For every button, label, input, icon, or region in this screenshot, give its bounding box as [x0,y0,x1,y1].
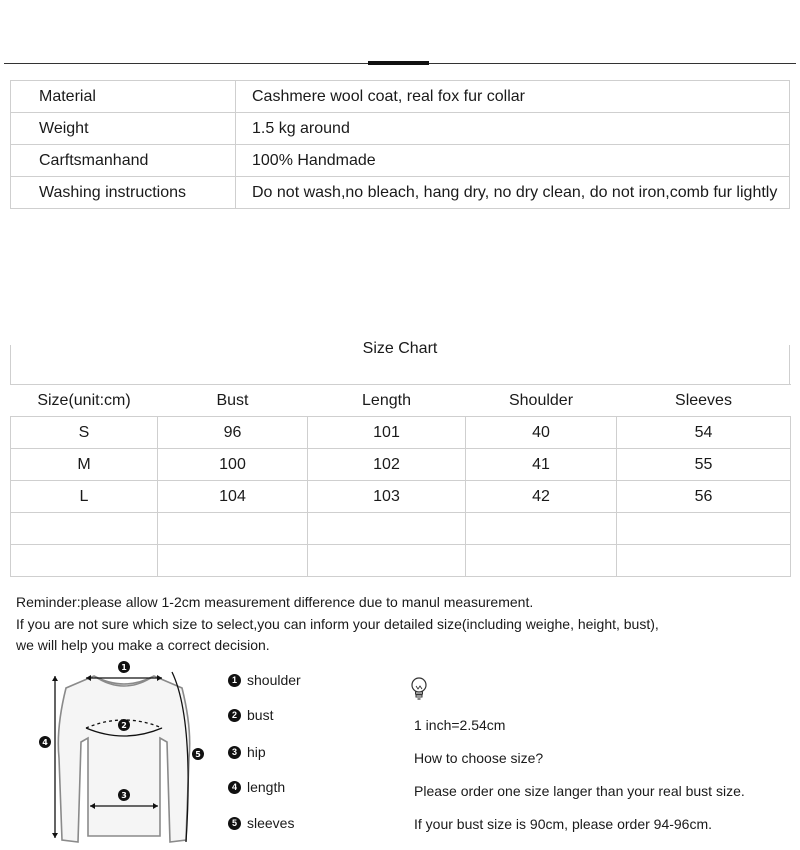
size-cell: S [11,417,158,449]
spec-row-washing [11,177,790,209]
legend-item-sleeves [228,815,294,831]
header-rule-accent [368,61,429,65]
table-row [11,449,791,481]
spec-label: Washing instructions [11,177,236,209]
size-chart-title: Size Chart [362,340,438,357]
spec-row-weight [11,113,790,145]
reminder-note [16,592,786,657]
size-chart-header-row [11,385,791,417]
size-cell: M [11,449,158,481]
spec-table [10,80,790,209]
sleeves-cell: 56 [617,481,791,513]
bust-cell: 100 [158,449,308,481]
svg-text:4: 4 [42,738,48,747]
legend-item-hip [228,744,266,760]
legend-item-shoulder [228,672,301,688]
column-header: Size(unit:cm) [11,385,158,417]
column-header: Length [308,385,466,417]
empty-row [11,545,791,577]
number-badge: 5 [228,817,241,830]
size-tip: Please order one size langer than your real bust size. [414,783,745,799]
spec-row-material [11,81,790,113]
shoulder-cell: 42 [466,481,617,513]
length-cell: 101 [308,417,466,449]
svg-text:3: 3 [121,791,127,800]
legend-item-bust [228,707,273,723]
column-header: Sleeves [617,385,791,417]
spec-row-craftsmanship [11,145,790,177]
reminder-line: Reminder:please allow 1-2cm measurement difference due to manul measurement. [16,594,534,610]
size-cell: L [11,481,158,513]
spec-value: Do not wash,no bleach, hang dry, no dry clean, do not iron,comb fur lightly [236,177,790,209]
shoulder-cell: 40 [466,417,617,449]
legend-label: shoulder [247,672,301,688]
bust-cell: 96 [158,417,308,449]
number-badge: 3 [228,746,241,759]
spec-value: 100% Handmade [236,145,790,177]
spec-label: Carftsmanhand [11,145,236,177]
svg-text:2: 2 [121,721,127,730]
legend-label: bust [247,707,274,723]
table-row [11,417,791,449]
unit-conversion: 1 inch=2.54cm [414,717,506,733]
column-header: Bust [158,385,308,417]
number-badge: 4 [228,781,241,794]
garment-measurement-figure [36,658,208,848]
reminder-line: If you are not sure which size to select,you can inform your detailed size(including weighe, height, bust), [16,615,659,632]
column-header: Shoulder [466,385,617,417]
svg-text:5: 5 [195,750,201,759]
legend-item-length [228,779,285,795]
spec-label: Material [11,81,236,113]
number-badge: 1 [228,674,241,687]
legend-label: sleeves [247,815,295,831]
size-tip: If your bust size is 90cm, please order 94-96cm. [414,816,713,832]
length-cell: 102 [308,449,466,481]
sleeves-cell: 54 [617,417,791,449]
svg-text:1: 1 [121,663,127,672]
table-row [11,481,791,513]
length-cell: 103 [308,481,466,513]
lightbulb-icon [410,676,428,702]
spec-label: Weight [11,113,236,145]
bust-cell: 104 [158,481,308,513]
reminder-line: we will help you make a correct decision. [16,637,270,653]
spec-value: Cashmere wool coat, real fox fur collar [236,81,790,113]
legend-label: length [247,779,286,795]
spec-value: 1.5 kg around [236,113,790,145]
empty-row [11,513,791,545]
sleeves-cell: 55 [617,449,791,481]
shoulder-cell: 41 [466,449,617,481]
size-chart-table [10,384,791,577]
legend-label: hip [247,744,266,760]
number-badge: 2 [228,709,241,722]
size-question: How to choose size? [414,750,544,766]
